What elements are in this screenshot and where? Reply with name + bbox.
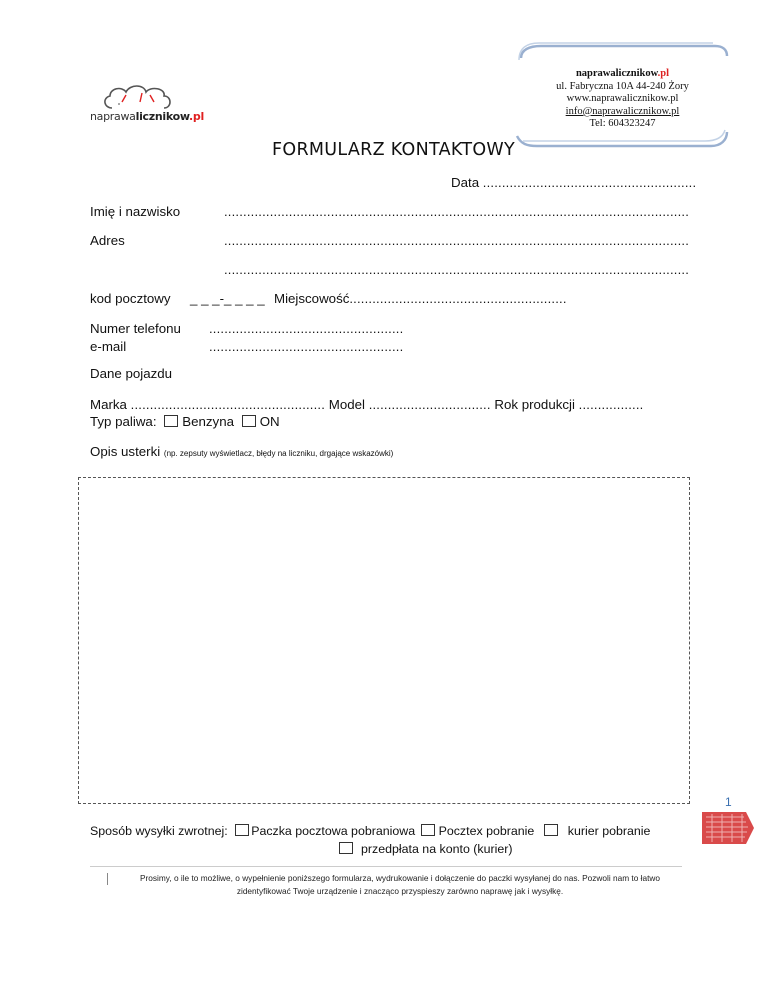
decorative-red-stamp [702, 812, 754, 844]
speedometer-logo-icon [90, 82, 200, 112]
fault-row [90, 444, 393, 459]
fault-description-box[interactable] [78, 477, 690, 804]
model-label: Model [328, 397, 365, 412]
contact-address: ul. Fabryczna 10A 44-240 Żory [556, 80, 689, 92]
email-field[interactable]: ................................................... [209, 339, 404, 354]
name-field[interactable]: .......................................................................................................................... [224, 204, 690, 219]
fuel-label: Typ paliwa: [90, 414, 157, 429]
email-label: e-mail [90, 339, 127, 354]
date-label: Data [451, 175, 480, 190]
address-label: Adres [90, 233, 125, 248]
city-label: Miejscowość [274, 291, 350, 306]
contact-email[interactable]: info@naprawalicznikow.pl [565, 105, 680, 117]
make-field[interactable]: ................................................... [130, 397, 326, 412]
red-stamp-icon [702, 812, 754, 844]
shipping-row-2 [339, 842, 513, 856]
fuel-diesel-label: ON [259, 414, 280, 429]
form-title: FORMULARZ KONTAKTOWY [272, 140, 516, 160]
shipping-label: Sposób wysyłki zwrotnej: [90, 824, 228, 838]
date-field[interactable]: ........................................................ [482, 175, 697, 190]
footer-divider [90, 866, 682, 867]
address-field-line-1[interactable]: .......................................................................................................................... [224, 233, 690, 248]
page-number: 1 [725, 795, 732, 809]
shipping-option-label-4: przedpłata na konto (kurier) [361, 842, 513, 856]
shipping-row [90, 824, 650, 838]
phone-label: Numer telefonu [90, 321, 181, 336]
fault-label: Opis usterki [90, 444, 161, 459]
footer-marker [107, 873, 108, 885]
fault-hint: (np. zepsuty wyświetlacz, błędy na liczniku, drgające wskazówki) [163, 449, 394, 458]
shipping-option-label-1: Paczka pocztowa pobraniowa [251, 824, 416, 838]
year-field[interactable]: ................. [578, 397, 644, 412]
company-logo [90, 82, 204, 127]
shipping-option-label-2: Pocztex pobranie [438, 824, 535, 838]
date-row [451, 175, 696, 190]
make-label: Marka [90, 397, 127, 412]
shipping-option-checkbox-1[interactable] [235, 824, 249, 836]
vehicle-row [90, 397, 643, 412]
contact-www: www.naprawalicznikow.pl [566, 93, 679, 105]
footer-note: Prosimy, o ile to możliwe, o wypełnienie poniższego formularza, wydrukowanie i dołączenie do paczki wysyłanej do nas. Pozwoli nam to łatwo zidentyfikować Twoje urządzenie i znacząco przyspieszy zarówno naprawę jak i wysyłkę. [139, 873, 661, 896]
postcode-field[interactable]: _ _ _-_ _ _ _ [190, 291, 265, 306]
year-label: Rok produkcji [494, 397, 575, 412]
fuel-row [90, 414, 280, 429]
contact-box [515, 40, 730, 152]
phone-field[interactable]: ................................................... [209, 321, 404, 336]
shipping-option-checkbox-4[interactable] [339, 842, 353, 854]
postcode-label: kod pocztowy [90, 291, 171, 306]
city-row [274, 291, 567, 306]
contact-site-name: naprawalicznikow.pl [575, 68, 670, 79]
fuel-petrol-checkbox[interactable] [164, 415, 178, 427]
shipping-option-checkbox-3[interactable] [544, 824, 558, 836]
logo-wordmark: naprawalicznikow.pl [90, 110, 204, 123]
contact-details [515, 68, 730, 131]
model-field[interactable]: ................................ [368, 397, 491, 412]
fuel-diesel-checkbox[interactable] [242, 415, 256, 427]
contact-phone: Tel: 604323247 [589, 118, 656, 130]
address-field-line-2[interactable]: .......................................................................................................................... [224, 262, 690, 277]
fuel-petrol-label: Benzyna [182, 414, 234, 429]
vehicle-section-heading: Dane pojazdu [90, 366, 173, 381]
city-field[interactable]: ......................................................... [349, 291, 567, 306]
shipping-option-label-3: kurier pobranie [567, 824, 651, 838]
name-label: Imię i nazwisko [90, 204, 181, 219]
shipping-option-checkbox-2[interactable] [421, 824, 435, 836]
